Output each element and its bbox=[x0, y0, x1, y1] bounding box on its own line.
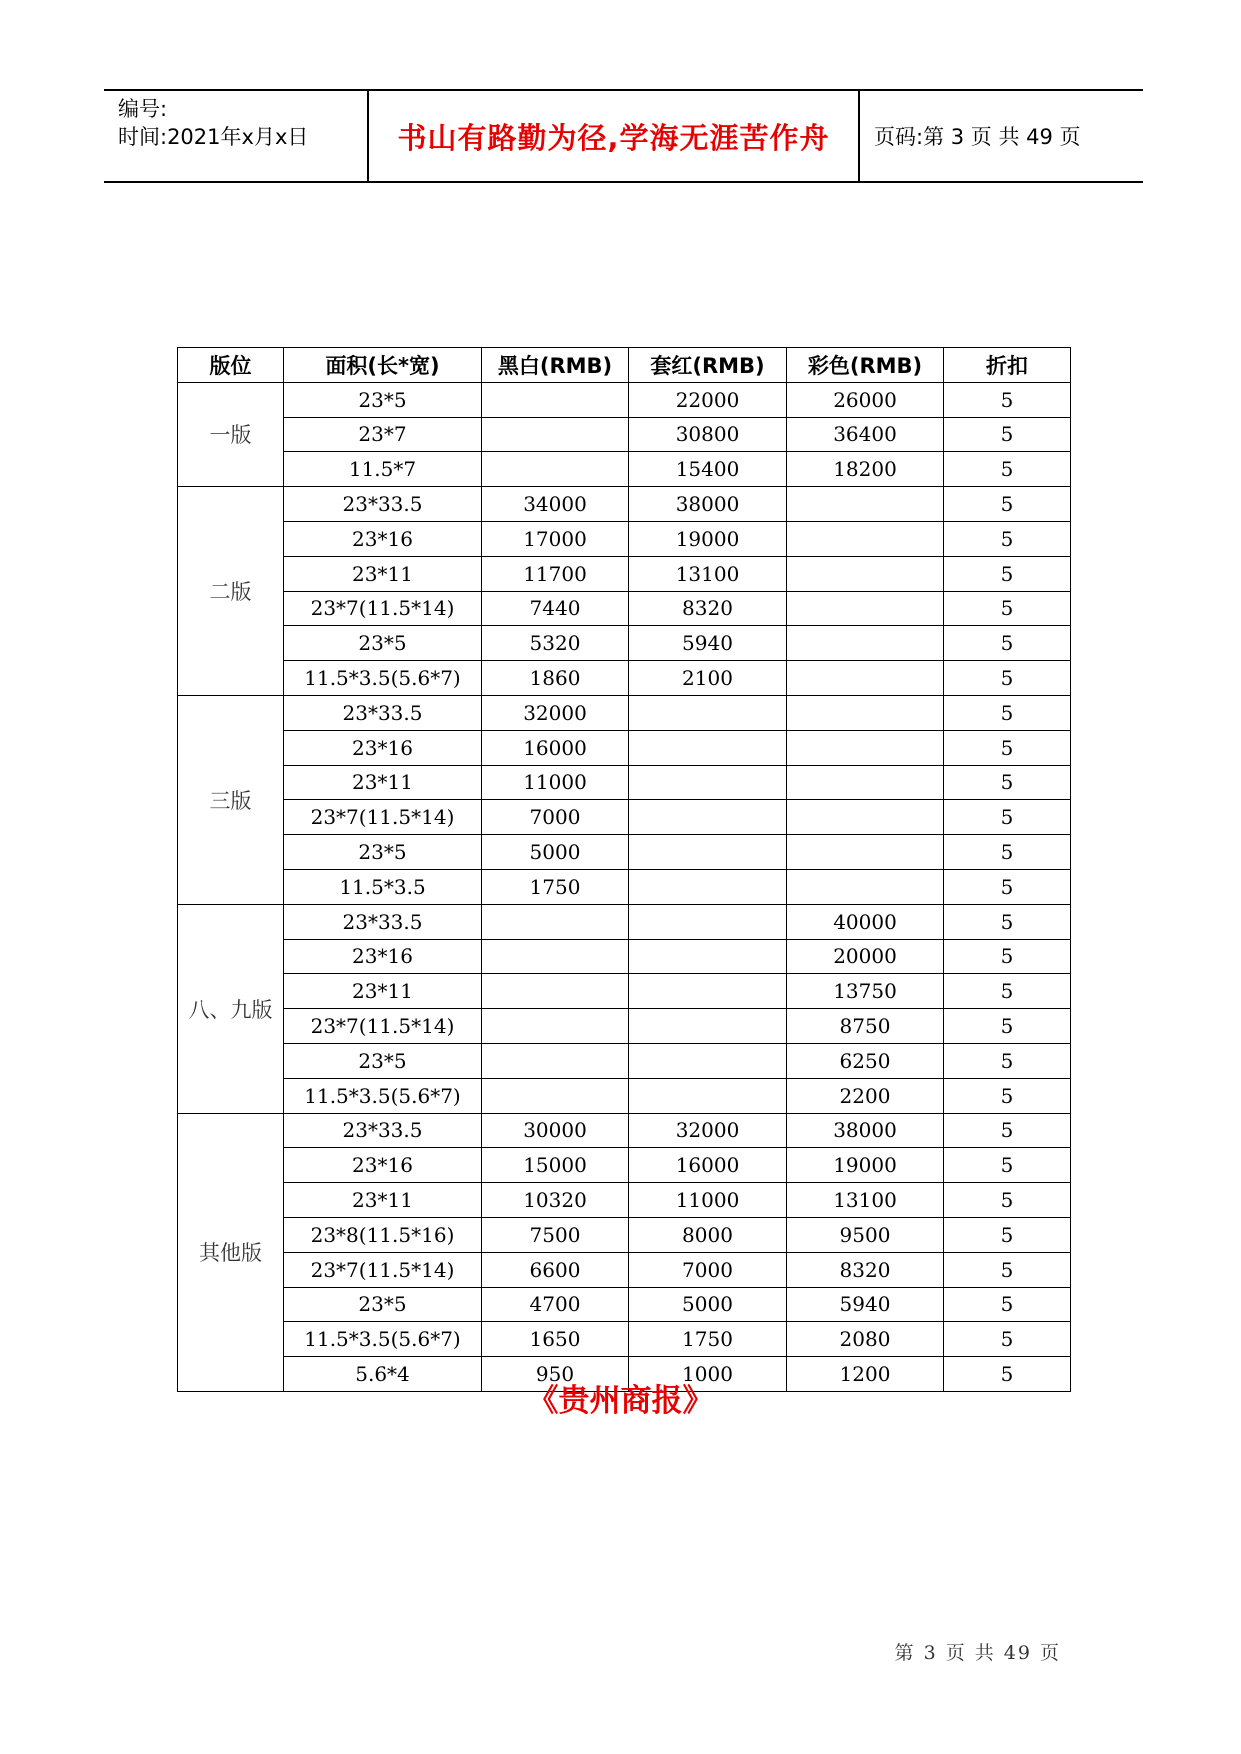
table-row bbox=[178, 1078, 1071, 1113]
area-cell: 23*5 bbox=[284, 626, 482, 661]
red-price-cell bbox=[629, 835, 787, 870]
table-row bbox=[178, 1322, 1071, 1357]
table-row bbox=[178, 765, 1071, 800]
area-cell: 23*7(11.5*14) bbox=[284, 1252, 482, 1287]
red-price-cell bbox=[629, 695, 787, 730]
area-cell: 5.6*4 bbox=[284, 1357, 482, 1392]
red-price-cell bbox=[629, 974, 787, 1009]
color-price-cell bbox=[787, 765, 944, 800]
bw-price-cell: 7440 bbox=[482, 591, 629, 626]
discount-cell: 5 bbox=[944, 521, 1071, 556]
red-price-cell bbox=[629, 1043, 787, 1078]
area-cell: 23*11 bbox=[284, 765, 482, 800]
discount-cell: 5 bbox=[944, 626, 1071, 661]
color-price-cell: 8320 bbox=[787, 1252, 944, 1287]
red-price-cell: 1000 bbox=[629, 1357, 787, 1392]
color-price-cell: 2200 bbox=[787, 1078, 944, 1113]
table-row bbox=[178, 1287, 1071, 1322]
discount-cell: 5 bbox=[944, 1322, 1071, 1357]
area-cell: 11.5*3.5(5.6*7) bbox=[284, 1322, 482, 1357]
document-time-label: 时间:2021年x月x日 bbox=[118, 125, 309, 149]
discount-cell: 5 bbox=[944, 1287, 1071, 1322]
discount-cell: 5 bbox=[944, 1148, 1071, 1183]
color-price-cell bbox=[787, 835, 944, 870]
group-name-cell: 其他版 bbox=[178, 1113, 284, 1391]
group-name-cell: 三版 bbox=[178, 695, 284, 904]
red-price-cell bbox=[629, 765, 787, 800]
table-row bbox=[178, 521, 1071, 556]
red-price-cell bbox=[629, 1078, 787, 1113]
discount-cell: 5 bbox=[944, 695, 1071, 730]
color-price-cell bbox=[787, 730, 944, 765]
area-cell: 23*7(11.5*14) bbox=[284, 800, 482, 835]
red-price-cell: 16000 bbox=[629, 1148, 787, 1183]
table-row bbox=[178, 591, 1071, 626]
color-price-cell: 9500 bbox=[787, 1217, 944, 1252]
red-price-cell: 7000 bbox=[629, 1252, 787, 1287]
area-cell: 11.5*3.5(5.6*7) bbox=[284, 1078, 482, 1113]
page-header bbox=[104, 89, 1143, 183]
group-name-cell: 一版 bbox=[178, 382, 284, 486]
color-price-cell: 40000 bbox=[787, 904, 944, 939]
bw-price-cell bbox=[482, 1043, 629, 1078]
area-cell: 23*7(11.5*14) bbox=[284, 1009, 482, 1044]
color-price-cell: 8750 bbox=[787, 1009, 944, 1044]
bw-price-cell bbox=[482, 1078, 629, 1113]
area-cell: 23*7(11.5*14) bbox=[284, 591, 482, 626]
discount-cell: 5 bbox=[944, 974, 1071, 1009]
bw-price-cell: 11000 bbox=[482, 765, 629, 800]
document-number-label: 编号: bbox=[118, 97, 168, 121]
color-price-cell bbox=[787, 626, 944, 661]
color-price-cell: 13100 bbox=[787, 1183, 944, 1218]
color-price-cell bbox=[787, 556, 944, 591]
group-name-cell: 二版 bbox=[178, 487, 284, 696]
area-cell: 11.5*3.5(5.6*7) bbox=[284, 661, 482, 696]
bw-price-cell: 1860 bbox=[482, 661, 629, 696]
area-cell: 11.5*7 bbox=[284, 452, 482, 487]
color-price-cell bbox=[787, 591, 944, 626]
bw-price-cell: 10320 bbox=[482, 1183, 629, 1218]
red-price-cell: 1750 bbox=[629, 1322, 787, 1357]
group-name-cell: 八、九版 bbox=[178, 904, 284, 1113]
area-cell: 23*7 bbox=[284, 417, 482, 452]
bw-price-cell: 30000 bbox=[482, 1113, 629, 1148]
discount-cell: 5 bbox=[944, 939, 1071, 974]
discount-cell: 5 bbox=[944, 835, 1071, 870]
discount-cell: 5 bbox=[944, 1357, 1071, 1392]
red-price-cell bbox=[629, 939, 787, 974]
bw-price-cell: 34000 bbox=[482, 487, 629, 522]
table-header-row bbox=[178, 348, 1071, 383]
red-price-cell: 19000 bbox=[629, 521, 787, 556]
discount-cell: 5 bbox=[944, 382, 1071, 417]
bw-price-cell: 1750 bbox=[482, 869, 629, 904]
red-price-cell: 32000 bbox=[629, 1113, 787, 1148]
color-price-cell: 1200 bbox=[787, 1357, 944, 1392]
col-header-bw: 黑白(RMB) bbox=[482, 348, 629, 383]
red-price-cell bbox=[629, 904, 787, 939]
red-price-cell: 30800 bbox=[629, 417, 787, 452]
area-cell: 23*5 bbox=[284, 382, 482, 417]
table-row bbox=[178, 869, 1071, 904]
header-left-cell bbox=[104, 91, 369, 181]
red-price-cell: 22000 bbox=[629, 382, 787, 417]
table-row bbox=[178, 835, 1071, 870]
discount-cell: 5 bbox=[944, 661, 1071, 696]
area-cell: 11.5*3.5 bbox=[284, 869, 482, 904]
color-price-cell: 6250 bbox=[787, 1043, 944, 1078]
discount-cell: 5 bbox=[944, 556, 1071, 591]
discount-cell: 5 bbox=[944, 1078, 1071, 1113]
red-price-cell: 13100 bbox=[629, 556, 787, 591]
color-price-cell: 13750 bbox=[787, 974, 944, 1009]
area-cell: 23*5 bbox=[284, 835, 482, 870]
color-price-cell: 26000 bbox=[787, 382, 944, 417]
red-price-cell: 5940 bbox=[629, 626, 787, 661]
color-price-cell: 36400 bbox=[787, 417, 944, 452]
header-motto: 书山有路勤为径,学海无涯苦作舟 bbox=[369, 91, 860, 181]
bw-price-cell: 16000 bbox=[482, 730, 629, 765]
area-cell: 23*16 bbox=[284, 1148, 482, 1183]
color-price-cell: 18200 bbox=[787, 452, 944, 487]
color-price-cell bbox=[787, 661, 944, 696]
table-row bbox=[178, 974, 1071, 1009]
table-row bbox=[178, 800, 1071, 835]
color-price-cell bbox=[787, 800, 944, 835]
color-price-cell: 20000 bbox=[787, 939, 944, 974]
col-header-position: 版位 bbox=[178, 348, 284, 383]
table-row bbox=[178, 695, 1071, 730]
table-row bbox=[178, 1148, 1071, 1183]
discount-cell: 5 bbox=[944, 765, 1071, 800]
bw-price-cell bbox=[482, 1009, 629, 1044]
discount-cell: 5 bbox=[944, 487, 1071, 522]
discount-cell: 5 bbox=[944, 417, 1071, 452]
table-row bbox=[178, 1217, 1071, 1252]
table-row bbox=[178, 1113, 1071, 1148]
red-price-cell: 15400 bbox=[629, 452, 787, 487]
newspaper-caption: 《贵州商报》 bbox=[527, 1383, 714, 1419]
discount-cell: 5 bbox=[944, 730, 1071, 765]
red-price-cell: 38000 bbox=[629, 487, 787, 522]
discount-cell: 5 bbox=[944, 1252, 1071, 1287]
area-cell: 23*33.5 bbox=[284, 695, 482, 730]
discount-cell: 5 bbox=[944, 904, 1071, 939]
bw-price-cell: 5320 bbox=[482, 626, 629, 661]
bw-price-cell: 7500 bbox=[482, 1217, 629, 1252]
area-cell: 23*33.5 bbox=[284, 904, 482, 939]
col-header-color: 彩色(RMB) bbox=[787, 348, 944, 383]
table-row bbox=[178, 1183, 1071, 1218]
bw-price-cell: 17000 bbox=[482, 521, 629, 556]
col-header-area: 面积(长*宽) bbox=[284, 348, 482, 383]
table-row bbox=[178, 487, 1071, 522]
area-cell: 23*33.5 bbox=[284, 1113, 482, 1148]
discount-cell: 5 bbox=[944, 1009, 1071, 1044]
table-body bbox=[178, 382, 1071, 1391]
area-cell: 23*5 bbox=[284, 1043, 482, 1078]
bw-price-cell bbox=[482, 452, 629, 487]
color-price-cell bbox=[787, 869, 944, 904]
table-row bbox=[178, 661, 1071, 696]
discount-cell: 5 bbox=[944, 1183, 1071, 1218]
color-price-cell bbox=[787, 487, 944, 522]
red-price-cell: 2100 bbox=[629, 661, 787, 696]
page-footer: 第 3 页 共 49 页 bbox=[894, 1642, 1061, 1664]
bw-price-cell: 6600 bbox=[482, 1252, 629, 1287]
header-page-info: 页码:第 3 页 共 49 页 bbox=[874, 125, 1081, 149]
red-price-cell bbox=[629, 869, 787, 904]
table-row bbox=[178, 417, 1071, 452]
bw-price-cell: 1650 bbox=[482, 1322, 629, 1357]
table-row bbox=[178, 556, 1071, 591]
bw-price-cell: 4700 bbox=[482, 1287, 629, 1322]
table-row bbox=[178, 382, 1071, 417]
bw-price-cell: 950 bbox=[482, 1357, 629, 1392]
discount-cell: 5 bbox=[944, 869, 1071, 904]
red-price-cell: 8320 bbox=[629, 591, 787, 626]
table-row bbox=[178, 1252, 1071, 1287]
bw-price-cell bbox=[482, 974, 629, 1009]
red-price-cell bbox=[629, 1009, 787, 1044]
color-price-cell: 19000 bbox=[787, 1148, 944, 1183]
color-price-cell: 38000 bbox=[787, 1113, 944, 1148]
area-cell: 23*11 bbox=[284, 974, 482, 1009]
table-row bbox=[178, 452, 1071, 487]
bw-price-cell: 5000 bbox=[482, 835, 629, 870]
discount-cell: 5 bbox=[944, 1217, 1071, 1252]
table-row bbox=[178, 939, 1071, 974]
area-cell: 23*16 bbox=[284, 939, 482, 974]
color-price-cell: 5940 bbox=[787, 1287, 944, 1322]
color-price-cell: 2080 bbox=[787, 1322, 944, 1357]
bw-price-cell bbox=[482, 904, 629, 939]
red-price-cell bbox=[629, 800, 787, 835]
table-row bbox=[178, 626, 1071, 661]
bw-price-cell: 15000 bbox=[482, 1148, 629, 1183]
red-price-cell: 5000 bbox=[629, 1287, 787, 1322]
table-row bbox=[178, 1043, 1071, 1078]
discount-cell: 5 bbox=[944, 1113, 1071, 1148]
table-row bbox=[178, 730, 1071, 765]
bw-price-cell: 7000 bbox=[482, 800, 629, 835]
area-cell: 23*8(11.5*16) bbox=[284, 1217, 482, 1252]
bw-price-cell bbox=[482, 939, 629, 974]
col-header-discount: 折扣 bbox=[944, 348, 1071, 383]
discount-cell: 5 bbox=[944, 452, 1071, 487]
area-cell: 23*11 bbox=[284, 1183, 482, 1218]
red-price-cell: 8000 bbox=[629, 1217, 787, 1252]
area-cell: 23*16 bbox=[284, 730, 482, 765]
bw-price-cell: 11700 bbox=[482, 556, 629, 591]
discount-cell: 5 bbox=[944, 800, 1071, 835]
area-cell: 23*33.5 bbox=[284, 487, 482, 522]
color-price-cell bbox=[787, 521, 944, 556]
bw-price-cell bbox=[482, 382, 629, 417]
ad-rate-table bbox=[177, 347, 1071, 1392]
col-header-red: 套红(RMB) bbox=[629, 348, 787, 383]
area-cell: 23*5 bbox=[284, 1287, 482, 1322]
discount-cell: 5 bbox=[944, 591, 1071, 626]
bw-price-cell: 32000 bbox=[482, 695, 629, 730]
table-row bbox=[178, 904, 1071, 939]
red-price-cell bbox=[629, 730, 787, 765]
table-row bbox=[178, 1009, 1071, 1044]
color-price-cell bbox=[787, 695, 944, 730]
red-price-cell: 11000 bbox=[629, 1183, 787, 1218]
area-cell: 23*11 bbox=[284, 556, 482, 591]
discount-cell: 5 bbox=[944, 1043, 1071, 1078]
bw-price-cell bbox=[482, 417, 629, 452]
area-cell: 23*16 bbox=[284, 521, 482, 556]
